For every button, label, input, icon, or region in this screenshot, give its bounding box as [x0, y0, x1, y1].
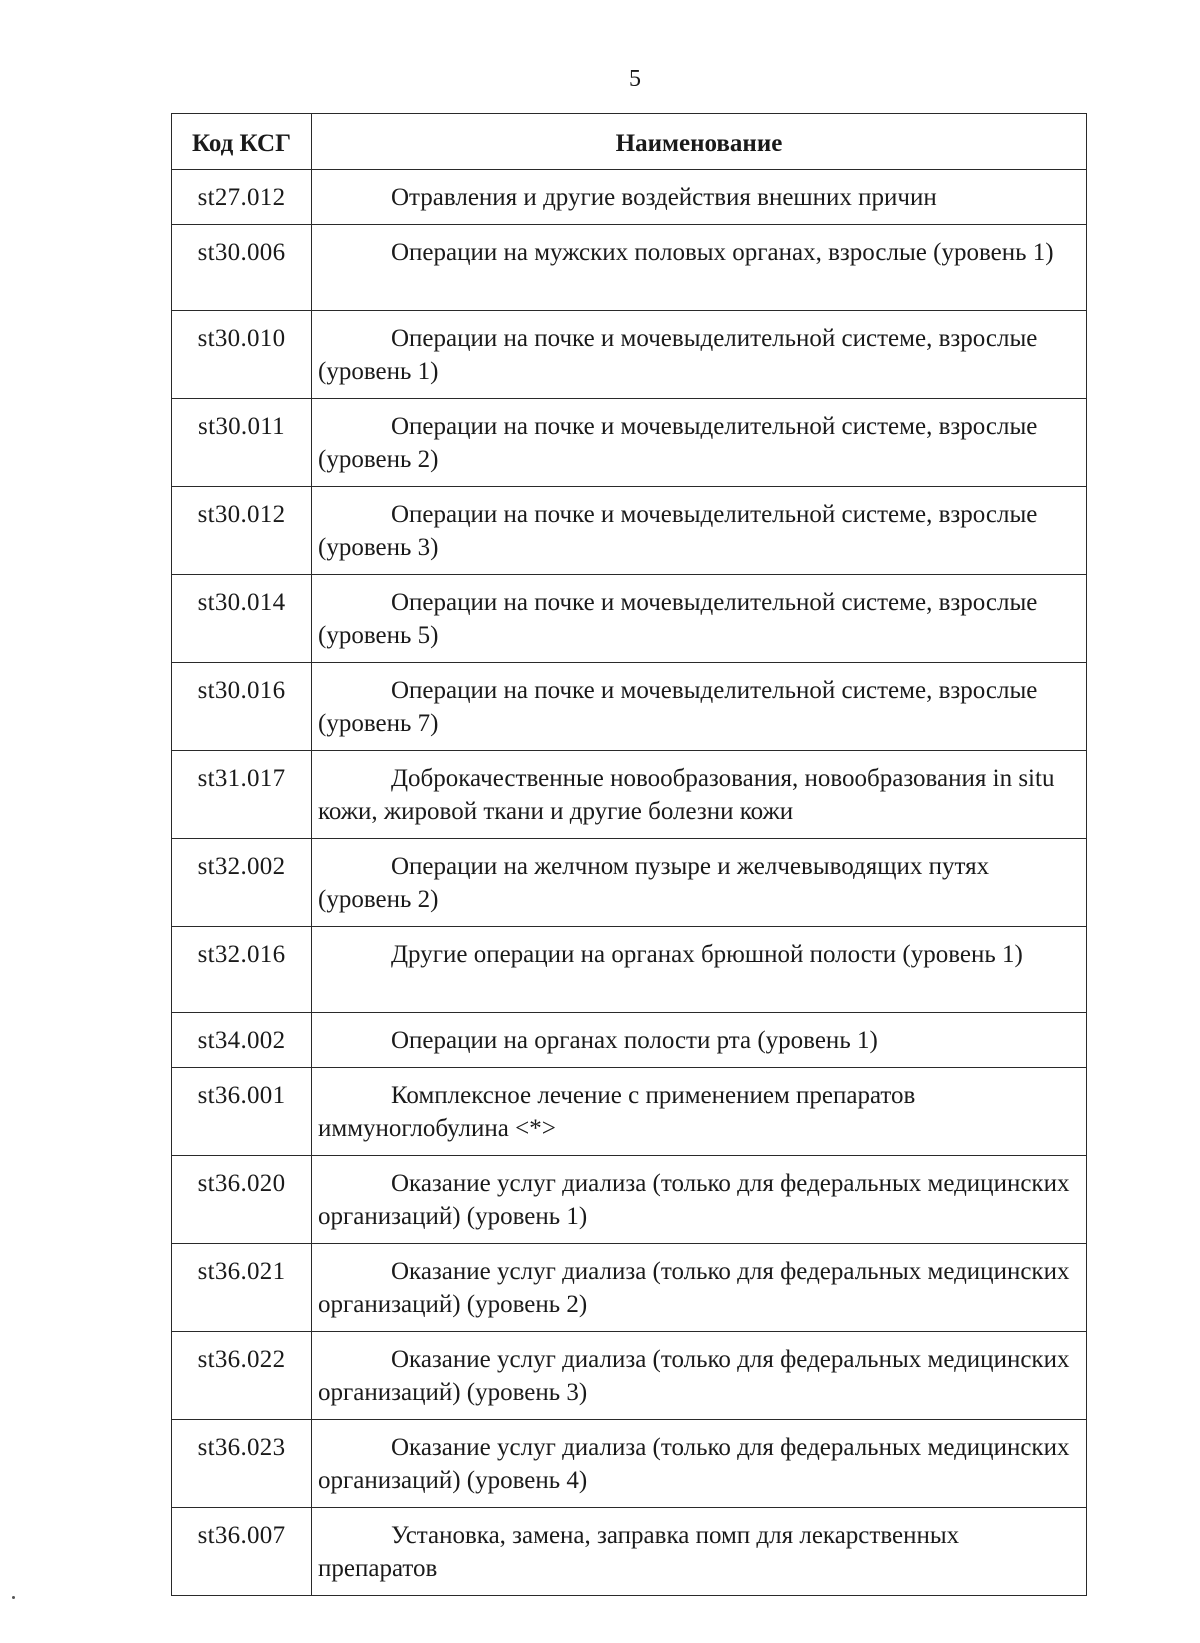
ksg-name: Другие операции на органах брюшной полости (уровень 1): [312, 927, 1087, 1013]
ksg-code: st36.001: [172, 1068, 312, 1156]
ksg-code: st30.010: [172, 311, 312, 399]
ksg-code: st36.022: [172, 1332, 312, 1420]
ksg-name: Оказание услуг диализа (только для федеральных медицинских организаций) (уровень 4): [312, 1420, 1087, 1508]
table-row: [172, 170, 1087, 225]
table-row: [172, 927, 1087, 1013]
ksg-table: [171, 113, 1087, 1596]
ksg-code: st36.007: [172, 1508, 312, 1596]
ksg-name: Операции на желчном пузыре и желчевыводящих путях (уровень 2): [312, 839, 1087, 927]
ksg-code: st36.023: [172, 1420, 312, 1508]
ksg-name: Отравления и другие воздействия внешних причин: [312, 170, 1087, 225]
table-row: [172, 1508, 1087, 1596]
ksg-code: st30.016: [172, 663, 312, 751]
ksg-code: st31.017: [172, 751, 312, 839]
header-code: Код КСГ: [172, 114, 312, 170]
ksg-name: Доброкачественные новообразования, новообразования in situ кожи, жировой ткани и другие болезни кожи: [312, 751, 1087, 839]
ksg-code: st30.014: [172, 575, 312, 663]
ksg-code: st36.021: [172, 1244, 312, 1332]
table-row: [172, 311, 1087, 399]
table-row: [172, 663, 1087, 751]
ksg-name: Операции на почке и мочевыделительной системе, взрослые (уровень 5): [312, 575, 1087, 663]
table-row: [172, 1156, 1087, 1244]
table-header-row: [172, 114, 1087, 170]
table-row: [172, 839, 1087, 927]
scan-speck: [12, 1596, 15, 1599]
ksg-name: Операции на почке и мочевыделительной системе, взрослые (уровень 2): [312, 399, 1087, 487]
ksg-name: Операции на почке и мочевыделительной системе, взрослые (уровень 7): [312, 663, 1087, 751]
ksg-name: Операции на почке и мочевыделительной системе, взрослые (уровень 3): [312, 487, 1087, 575]
ksg-code: st36.020: [172, 1156, 312, 1244]
table-row: [172, 487, 1087, 575]
ksg-name: Комплексное лечение с применением препаратов иммуноглобулина <*>: [312, 1068, 1087, 1156]
table-row: [172, 1332, 1087, 1420]
ksg-code: st34.002: [172, 1013, 312, 1068]
ksg-code: st27.012: [172, 170, 312, 225]
ksg-name: Оказание услуг диализа (только для федеральных медицинских организаций) (уровень 3): [312, 1332, 1087, 1420]
ksg-name: Операции на почке и мочевыделительной системе, взрослые (уровень 1): [312, 311, 1087, 399]
page-number: 5: [629, 66, 641, 92]
ksg-code: st30.011: [172, 399, 312, 487]
ksg-code: st32.002: [172, 839, 312, 927]
ksg-code: st32.016: [172, 927, 312, 1013]
header-name: Наименование: [312, 114, 1087, 170]
ksg-name: Оказание услуг диализа (только для федеральных медицинских организаций) (уровень 2): [312, 1244, 1087, 1332]
table-row: [172, 225, 1087, 311]
ksg-name: Установка, замена, заправка помп для лекарственных препаратов: [312, 1508, 1087, 1596]
ksg-code: st30.006: [172, 225, 312, 311]
ksg-name: Операции на органах полости рта (уровень 1): [312, 1013, 1087, 1068]
ksg-code: st30.012: [172, 487, 312, 575]
table-row: [172, 1013, 1087, 1068]
ksg-name: Оказание услуг диализа (только для федеральных медицинских организаций) (уровень 1): [312, 1156, 1087, 1244]
table-row: [172, 751, 1087, 839]
table-row: [172, 575, 1087, 663]
ksg-name: Операции на мужских половых органах, взрослые (уровень 1): [312, 225, 1087, 311]
table-row: [172, 1068, 1087, 1156]
table-row: [172, 1244, 1087, 1332]
table-row: [172, 1420, 1087, 1508]
table-row: [172, 399, 1087, 487]
